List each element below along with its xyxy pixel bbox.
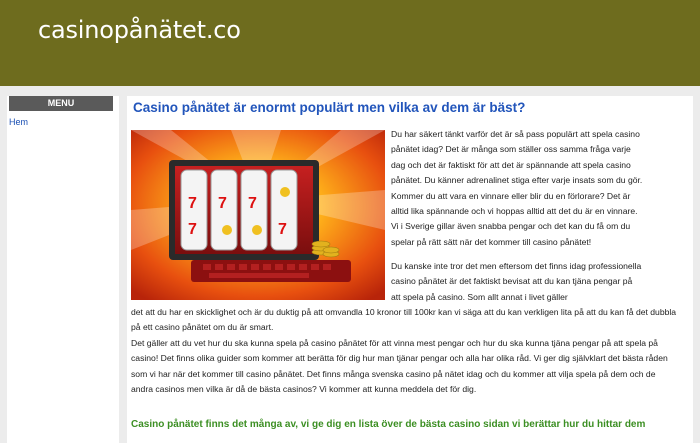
site-header bbox=[0, 0, 700, 86]
svg-text:7: 7 bbox=[278, 221, 287, 238]
section-subheading: Casino pånätet finns det många av, vi ge dig en lista över de bästa casino sidan vi berättar hur du hittar dem bbox=[131, 419, 646, 430]
article-title: Casino pånätet är enormt populärt men vilka av dem är bäst? bbox=[133, 100, 526, 115]
intro-paragraph: Du har säkert tänkt varför det är så pass populärt att spela casino pånätet idag? Det är många som ställer oss samma fråga varje dag och det är faktiskt för att det är spännande att spela casino pånätet. Du känner adrenalinet stiga efter varje insats som du gör. Kommer du att vara en vinnare eller blir du en förlorare? Det är alltid lika spännande och vi hoppas alltid att det du är en vinnare. Vi i Sverige gillar även snabba pengar och det kan du få om du spelar på rätt sätt när det kommer till casino pånätet! bbox=[391, 129, 643, 247]
paragraph-3: Det gäller att du vet hur du ska kunna spela på casino pånätet för att vinna mest pengar och hur du ska kunna tjäna pengar på att spela på casino! Det finns olika guider som kommer att berätta för dig hur man tjänar pengar och alla har olika råd. Vi ger dig självklart det bästa råden som vi har när det kommer till casino pånätet. Det finns många svenska casino på nätet idag och du kommer att vilja spela på dem och de andra casinos men vilka är då de bästa casinos? Vi kommer att kunna meddela det för dig. bbox=[131, 338, 668, 395]
sidebar-item-hem[interactable]: Hem bbox=[9, 117, 29, 127]
sidebar bbox=[7, 96, 119, 443]
menu-heading: MENU bbox=[9, 96, 113, 111]
svg-text:7: 7 bbox=[248, 195, 257, 212]
slot-machine-illustration bbox=[131, 130, 385, 300]
main-content bbox=[127, 96, 693, 443]
paragraph-2-end: det att du har en skicklighet och är du duktig på att omvandla 10 kronor till 100kr kan vi säga att du kan verkligen lita på att du kan få det dubbla på ett casino pånätet om du är smart. bbox=[131, 307, 677, 333]
svg-text:7: 7 bbox=[188, 221, 197, 238]
svg-text:7: 7 bbox=[188, 195, 197, 212]
site-title[interactable]: casinopånätet.co bbox=[38, 16, 241, 44]
svg-text:7: 7 bbox=[218, 195, 227, 212]
paragraph-2-start: Du kanske inte tror det men eftersom det finns idag professionella casino pånätet är det faktiskt bevisat att du kan tjäna pengar på att spela på casino. Som allt annat i livet gäller bbox=[391, 261, 642, 302]
